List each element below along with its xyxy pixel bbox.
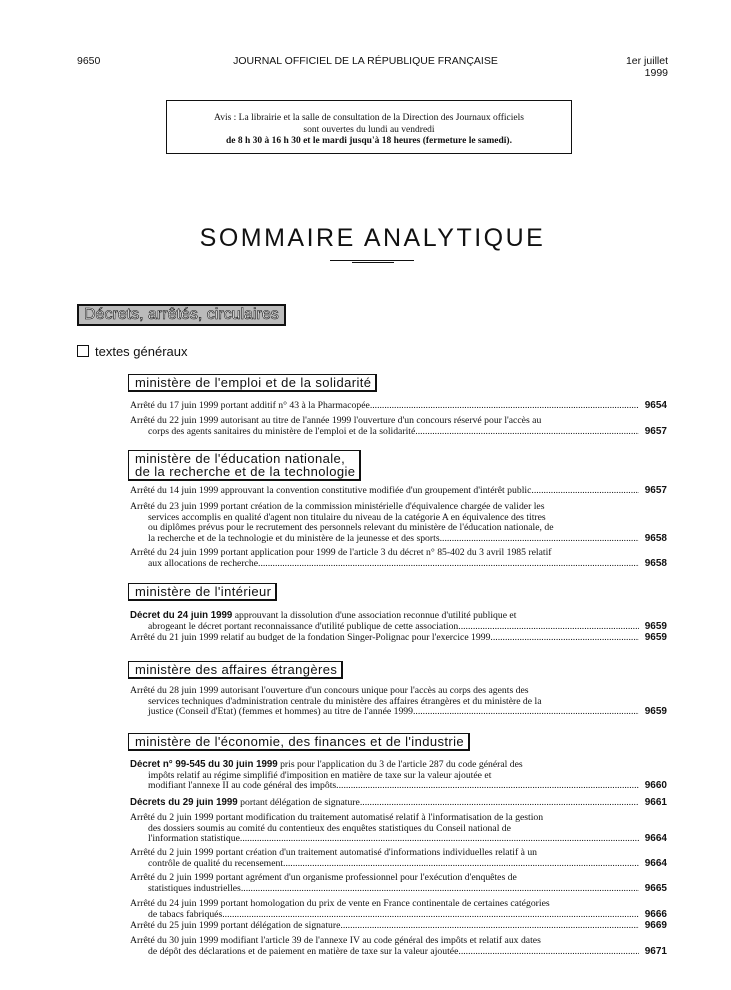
summary-entry[interactable] bbox=[130, 798, 667, 809]
entry-line: Décrets du 29 juin 1999 portant délégation de signature ..... bbox=[130, 798, 667, 809]
leader-dots bbox=[222, 910, 639, 921]
notice-line-1: Avis : La librairie et la salle de consultation de la Direction des Journaux officiels bbox=[214, 113, 524, 123]
entry-line: Arrêté du 30 juin 1999 modifiant l'article 39 de l'annexe IV au code général des impôts et relatif aux dates bbox=[130, 936, 541, 946]
entry-line: services accomplis en qualité d'agent non titulaire du niveau de la catégorie A en équivalence des titres bbox=[148, 512, 546, 523]
entry-page-number: 9658 bbox=[644, 557, 667, 569]
entry-page-number: 9664 bbox=[644, 833, 667, 844]
entry-page-number: 9666 bbox=[644, 908, 667, 920]
leader-dots bbox=[240, 834, 639, 845]
leader-dots bbox=[413, 707, 639, 718]
summary-entry[interactable] bbox=[130, 633, 667, 644]
entry-line: statistiques industrielles ..... bbox=[130, 884, 667, 895]
leader-dots bbox=[458, 947, 639, 958]
leader-dots bbox=[283, 859, 639, 870]
entry-line: Arrêté du 2 juin 1999 portant agrément d'un organisme professionnel pour l'exécution d'enquêtes de bbox=[130, 873, 517, 883]
leader-dots bbox=[440, 534, 639, 545]
entry-line: la recherche et de la technologie et du ministère de la jeunesse et des sports ..... bbox=[130, 534, 667, 545]
page-title: SOMMAIRE ANALYTIQUE bbox=[199, 224, 546, 252]
entry-page-number: 9669 bbox=[644, 920, 667, 931]
entry-page-number: 9661 bbox=[644, 797, 667, 808]
entry-line: Arrêté du 14 juin 1999 approuvant la convention constitutive modifiée d'un groupement d'intérêt public ..... bbox=[130, 486, 667, 497]
entry-bold-title: Décret n° 99-545 du 30 juin 1999 bbox=[130, 760, 278, 770]
summary-entry[interactable] bbox=[130, 548, 667, 569]
entry-line: justice (Conseil d'Etat) (femmes et hommes) au titre de l'année 1999 ..... bbox=[130, 707, 667, 718]
summary-entry[interactable] bbox=[130, 401, 667, 412]
leader-dots bbox=[531, 486, 639, 497]
entry-line: services techniques d'administration centrale du ministère des affaires étrangères et du ministère de la bbox=[148, 696, 542, 707]
leader-dots bbox=[336, 781, 639, 792]
notice-line-2: sont ouvertes du lundi au vendredi bbox=[303, 124, 435, 135]
summary-entry[interactable] bbox=[130, 502, 667, 544]
leader-dots bbox=[370, 401, 639, 412]
summary-entry[interactable] bbox=[130, 873, 667, 894]
section-banner bbox=[77, 304, 286, 326]
entry-line: aux allocations de recherche ..... bbox=[130, 559, 667, 570]
leader-dots bbox=[258, 559, 639, 570]
summary-entry[interactable] bbox=[130, 416, 667, 437]
summary-entry[interactable] bbox=[130, 760, 667, 792]
entry-line: Arrêté du 21 juin 1999 relatif au budget de la fondation Singer-Polignac pour l'exercice 1999 ..... bbox=[130, 633, 667, 644]
entry-line: modifiant l'annexe II au code général des impôts ..... bbox=[130, 781, 667, 792]
entry-line: contrôle de qualité du recensement ..... bbox=[130, 859, 667, 870]
entry-page-number: 9654 bbox=[644, 400, 667, 411]
entry-line: corps des agents sanitaires du ministère de l'emploi et de la solidarité ..... bbox=[130, 427, 667, 438]
summary-entry[interactable] bbox=[130, 848, 667, 869]
entry-line: impôts relatif au régime simplifié d'imposition en matière de taxe sur la valeur ajoutée et bbox=[148, 770, 492, 781]
entry-line: Arrêté du 23 juin 1999 portant création de la commission ministérielle d'équivalence chargée de valider les bbox=[130, 502, 545, 512]
leader-dots bbox=[360, 798, 639, 809]
entry-line: ou diplômes prévus pour le recrutement des personnels relevant du ministère de l'éducation nationale, de bbox=[148, 523, 554, 533]
entry-line: Arrêté du 2 juin 1999 portant création d'un traitement automatisé d'informations individuelles relatif à un bbox=[130, 848, 538, 858]
entry-line: Décret n° 99-545 du 30 juin 1999 pris pour l'application du 3 de l'article 287 du code général des bbox=[130, 760, 523, 770]
entry-line: Arrêté du 24 juin 1999 portant homologation du prix de vente en France continentale de certaines catégories bbox=[130, 899, 550, 909]
entry-page-number: 9659 bbox=[644, 620, 667, 632]
entry-page-number: 9660 bbox=[644, 780, 667, 791]
subsection-heading bbox=[77, 344, 188, 359]
issue-date: 1er juillet 1999 bbox=[625, 55, 668, 79]
title-rule-short bbox=[352, 262, 394, 263]
entry-page-number: 9665 bbox=[644, 882, 667, 894]
title-rule bbox=[330, 260, 414, 261]
summary-entry[interactable] bbox=[130, 899, 667, 920]
summary-entry[interactable] bbox=[130, 936, 667, 957]
summary-entry[interactable] bbox=[130, 921, 667, 932]
entry-page-number: 9657 bbox=[644, 485, 667, 496]
entry-page-number: 9658 bbox=[644, 532, 667, 544]
ministry-heading: ministère des affaires étrangères bbox=[128, 661, 343, 679]
entry-bold-title: Décrets du 29 juin 1999 bbox=[130, 798, 238, 808]
entry-page-number: 9664 bbox=[644, 857, 667, 869]
entry-line: des dossiers soumis au comité du contentieux des enquêtes statistiques du Conseil national de bbox=[148, 823, 511, 834]
leader-dots bbox=[490, 633, 639, 644]
entry-page-number: 9659 bbox=[644, 632, 667, 643]
entry-line: abrogeant le décret portant reconnaissance d'utilité publique de cette association ..... bbox=[130, 622, 667, 633]
leader-dots bbox=[458, 622, 639, 633]
entry-line: Arrêté du 25 juin 1999 portant délégation de signature ..... bbox=[130, 921, 667, 932]
ministry-heading: ministère de l'économie, des finances et de l'industrie bbox=[128, 733, 470, 751]
entry-line: Arrêté du 22 juin 1999 autorisant au titre de l'année 1999 l'ouverture d'un concours réservé pour l'accès au bbox=[130, 416, 542, 426]
page-number: 9650 bbox=[77, 55, 101, 67]
notice-line-3: de 8 h 30 à 16 h 30 et le mardi jusqu'à 18 heures (fermeture le samedi). bbox=[226, 136, 512, 146]
journal-title: JOURNAL OFFICIEL DE LA RÉPUBLIQUE FRANÇAISE bbox=[233, 55, 498, 67]
summary-entry[interactable] bbox=[130, 486, 667, 497]
entry-bold-title: Décret du 24 juin 1999 bbox=[130, 611, 233, 621]
entry-line: de tabacs fabriqués ..... bbox=[130, 910, 667, 921]
summary-entry[interactable] bbox=[130, 686, 667, 718]
notice-box bbox=[166, 100, 572, 154]
entry-page-number: 9657 bbox=[644, 425, 667, 437]
leader-dots bbox=[340, 921, 639, 932]
entry-line: Décret du 24 juin 1999 approuvant la dissolution d'une association reconnue d'utilité publique et bbox=[130, 611, 517, 621]
ministry-heading: ministère de l'emploi et de la solidarité bbox=[128, 374, 377, 392]
checkbox-square-icon bbox=[77, 345, 89, 357]
entry-page-number: 9659 bbox=[644, 706, 667, 717]
section-label: Décrets, arrêtés, circulaires bbox=[79, 306, 284, 324]
summary-entry[interactable] bbox=[130, 813, 667, 845]
leader-dots bbox=[241, 884, 639, 895]
entry-line: de dépôt des déclarations et de paiement en matière de taxe sur la valeur ajoutée ..... bbox=[130, 947, 667, 958]
leader-dots bbox=[415, 427, 639, 438]
subsection-label: textes généraux bbox=[95, 344, 188, 359]
entry-line: Arrêté du 17 juin 1999 portant additif n° 43 à la Pharmacopée ..... bbox=[130, 401, 667, 412]
ministry-heading: ministère de l'éducation nationale, de la recherche et de la technologie bbox=[128, 450, 361, 481]
entry-line: Arrêté du 28 juin 1999 autorisant l'ouverture d'un concours unique pour l'accès au corps des agents des bbox=[130, 686, 529, 696]
summary-entry[interactable] bbox=[130, 611, 667, 632]
entry-line: Arrêté du 2 juin 1999 portant modification du traitement automatisé relatif à l'informatisation de la gestion bbox=[130, 813, 544, 823]
ministry-heading: ministère de l'intérieur bbox=[128, 583, 277, 601]
entry-line: Arrêté du 24 juin 1999 portant application pour 1999 de l'article 3 du décret n° 85-402 du 3 avril 1985 relatif bbox=[130, 548, 552, 558]
entry-page-number: 9671 bbox=[644, 945, 667, 957]
entry-line: l'information statistique ..... bbox=[130, 834, 667, 845]
